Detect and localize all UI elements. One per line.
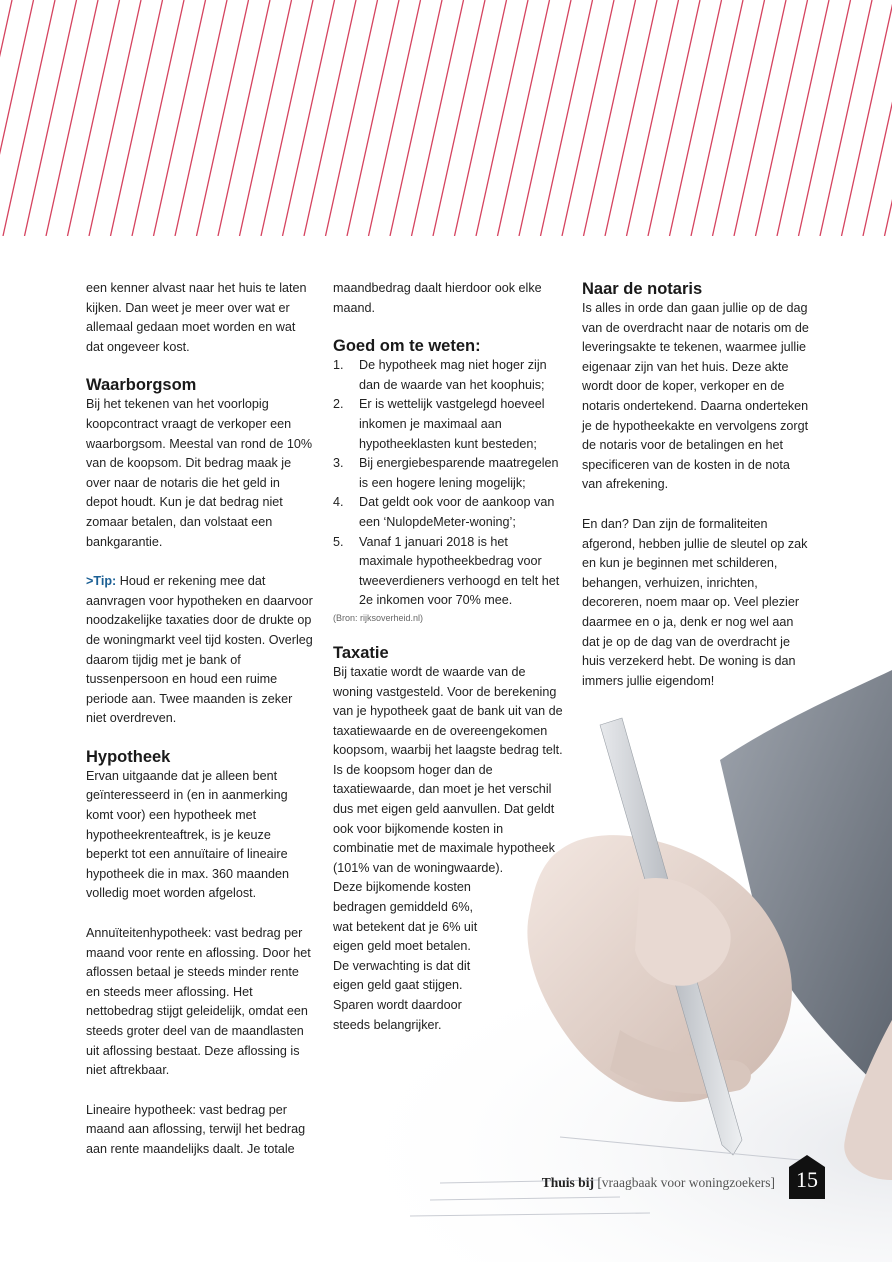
source-note: (Bron: rijksoverheid.nl) [333, 612, 424, 623]
en-dan-text: En dan? Dan zijn de formaliteiten afgerond, hebben jullie de sleutel op zak en kun je beginnen met schilderen, behangen, verhuizen, inrichten, decoreren, noem maar op. Veel plezier daarmee en o ja, denk er nog wel aan dat je op de dag van de overdracht je huis verzekerd hebt. De woning is dan immers jullie eigendom! [582, 516, 808, 688]
taxatie-line: Deze bijkomende kosten [333, 880, 471, 895]
taxatie-line: Sparen wordt daardoor [333, 998, 462, 1012]
facts-list [333, 356, 565, 611]
column-2 [333, 279, 565, 1035]
hypotheek-heading: Hypotheek [86, 747, 171, 766]
waarborgsom-text: Bij het tekenen van het voorlopig koopcontract vraagt de verkoper een waarborgsom. Meestal van rond de 10% van de koopsom. Dit bedrag maak je over naar de notaris die het geld in depot houdt. Kun je dat bedrag niet zomaar betalen, dan volstaat een bankgarantie. [86, 397, 313, 549]
column-1 [86, 279, 314, 1160]
tip-label: >Tip: [86, 574, 117, 589]
tip-text: Houd er rekening mee dat aanvragen voor hypotheken en daarvoor noodzakelijke taxaties door de drukte op de woningmarkt veel tijd kosten. Overleg daarom tijdig met je bank of tussenpersoon en houd een ruime periode aan. Twee maanden is zeker niet overdreven. [86, 574, 313, 726]
column-3 [582, 279, 812, 691]
taxatie-line: De verwachting is dat dit [333, 958, 471, 973]
taxatie-heading: Taxatie [333, 643, 389, 662]
magazine-brand: Thuis bij [541, 1175, 594, 1190]
page-number-badge [789, 1155, 825, 1199]
annuiteit-text: Annuïteitenhypotheek: vast bedrag per maand voor rente en aflossing. Door het aflossen betaal je steeds minder rente en steeds meer aflossing. Het nettobedrag stijgt geleidelijk, omdat een steeds groter deel van de maandlasten uit aflossing bestaat. Deze aflossing is niet aftrekbaar. [86, 926, 311, 1078]
page-number: 15 [796, 1167, 818, 1192]
waarborgsom-heading: Waarborgsom [86, 376, 197, 395]
taxatie-line: eigen geld moet betalen. [333, 939, 471, 954]
hypotheek-text: Ervan uitgaande dat je alleen bent geïnteresseerd in (en in aanmerking komt voor) een hypotheek met hypotheekrenteaftrek, is je keuze beperkt tot een annuïtaire of lineaire hypotheek die in max. 360 maanden volledig moet worden afgelost. [86, 768, 290, 901]
goed-om-te-weten-heading: Goed om te weten: [333, 337, 481, 356]
intro-text: maandbedrag daalt hierdoor ook elke maand. [333, 281, 542, 315]
notaris-heading: Naar de notaris [582, 280, 703, 298]
intro-text: een kenner alvast naar het huis te laten kijken. Dan weet je meer over wat er allemaal gedaan moet worden en wat dat ongeveer kost. [86, 281, 307, 354]
list-item: 2. Er is wettelijk vastgelegd hoeveel inkomen je maximaal aan hypotheeklasten kunt besteden; [333, 397, 545, 451]
list-item: 3. Bij energiebesparende maatregelen is een hogere lening mogelijk; [333, 456, 559, 490]
tip-paragraph [86, 572, 314, 729]
list-item: 5. Vanaf 1 januari 2018 is het maximale hypotheekbedrag voor tweeverdieners verhoogd en telt het 2e inkomen voor 70% mee. [333, 534, 560, 608]
taxatie-text: Bij taxatie wordt de waarde van de woning vastgesteld. Voor de berekening van je hypotheek gaat de bank uit van de taxatiewaarde en de overeengekomen koopsom, waarbij het laagste bedrag telt. Is de koopsom hoger dan de taxatiewaarde, dan moet je het verschil dus met eigen geld aanvullen. Dat geldt ook voor bijkomende kosten in combinatie met de maximale hypotheek (101% van de woningwaarde). [333, 664, 563, 875]
magazine-subtitle: [vraagbaak voor woningzoekers] [597, 1175, 775, 1190]
taxatie-line: steeds belangrijker. [333, 1017, 442, 1032]
list-item: 1. De hypotheek mag niet hoger zijn dan de waarde van het koophuis; [333, 358, 547, 392]
taxatie-line: eigen geld gaat stijgen. [333, 978, 463, 993]
notaris-text: Is alles in orde dan gaan jullie op de dag van de overdracht naar de notaris om de leveringsakte te tekenen, waarmee jullie eigenaar zijn van het huis. Deze akte wordt door de koper, verkoper en de notaris ondertekend. Daarna onderteken je de hypotheekakte en vervolgens zorgt de notaris voor de betalingen en het specificeren van de kosten in de nota van afrekening. [582, 301, 809, 492]
list-item: 4. Dat geldt ook voor de aankoop van een ‘NulopdeMeter-woning’; [333, 495, 555, 529]
taxatie-line: wat betekent dat je 6% uit [333, 919, 478, 934]
taxatie-line: bedragen gemiddeld 6%, [333, 900, 474, 915]
footer-title [542, 1175, 775, 1191]
lineair-text: Lineaire hypotheek: vast bedrag per maand aan aflossing, terwijl het bedrag aan rente maandelijks daalt. Je totale [86, 1102, 306, 1156]
